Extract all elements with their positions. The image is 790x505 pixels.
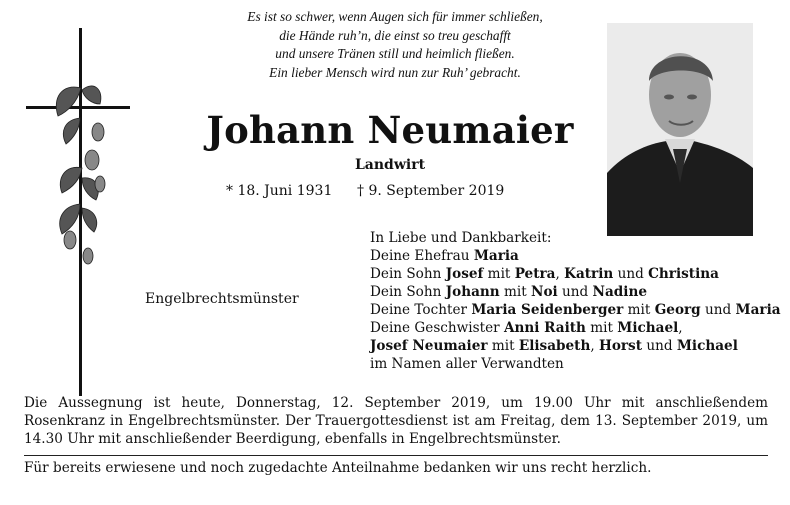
family-relation-text: und [557, 284, 593, 300]
family-relation-text: und [642, 338, 677, 354]
poem [140, 8, 650, 82]
family-relation-text: mit [483, 266, 515, 282]
family-relation-text: Deine Geschwister [370, 320, 504, 336]
family-line [370, 265, 781, 283]
family-line [370, 337, 781, 355]
deceased-name: Johann Neumaier [206, 108, 574, 152]
family-member-name: Horst [598, 338, 642, 354]
family-relation-text: und [613, 266, 649, 282]
family-member-name: Michael [617, 320, 679, 336]
family-member-name: Maria Seidenberger [471, 302, 624, 318]
family-member-name: Maria [473, 248, 519, 264]
family-member-name: Elisabeth [518, 338, 591, 354]
family-relation-text: mit [499, 284, 532, 300]
family-line [370, 283, 781, 301]
family-relation-text: , [590, 338, 599, 354]
family-member-name: Noi [531, 284, 558, 300]
family-line [370, 319, 781, 337]
family-relation-text: , [555, 266, 565, 282]
death-date: † 9. September 2019 [357, 183, 505, 199]
divider [24, 455, 768, 456]
occupation: Landwirt [354, 157, 426, 173]
family-member-name: Nadine [592, 284, 647, 300]
family-member-name: Josef [445, 266, 484, 282]
family-relation-text: Dein Sohn [370, 266, 446, 282]
family-members [370, 247, 781, 355]
family-relation-text: mit [585, 320, 618, 336]
family-line [370, 247, 781, 265]
family-closing: im Namen aller Verwandten [370, 356, 564, 372]
family-member-name: Johann [445, 284, 500, 300]
family-member-name: Christina [648, 266, 719, 282]
family-list [370, 229, 781, 373]
family-relation-text: Deine Tochter [370, 302, 472, 318]
thanks-text: Für bereits erwiesene und noch zugedachte Anteilnahme bedanken wir uns recht herzlich. [24, 460, 652, 476]
family-intro: In Liebe und Dankbarkeit: [370, 230, 552, 246]
birth-date: * 18. Juni 1931 [226, 183, 333, 199]
place-of-residence: Engelbrechtsmünster [145, 291, 299, 307]
service-notice: Die Aussegnung ist heute, Donnerstag, 12. September 2019, um 19.00 Uhr mit anschließendem Rosenkranz in Engelbrechtsmünster. Der Trauergottesdienst ist am Freitag, dem 13. September 2019, um 14.30 Uhr mit anschließender Beerdigung, ebenfalls in Engelbrechtsmünster. [24, 395, 768, 447]
poem-line: die Hände ruh’n, die einst so treu geschafft [279, 27, 511, 43]
family-member-name: Josef Neumaier [370, 338, 488, 354]
family-line [370, 301, 781, 319]
family-relation-text: Dein Sohn [370, 284, 446, 300]
family-relation-text: , [678, 320, 683, 336]
family-relation-text: Deine Ehefrau [370, 248, 474, 264]
family-relation-text: und [700, 302, 736, 318]
poem-line: und unsere Tränen still und heimlich fließen. [275, 46, 515, 62]
family-relation-text: mit [623, 302, 655, 318]
family-member-name: Georg [654, 302, 701, 318]
family-member-name: Petra [514, 266, 556, 282]
family-relation-text: mit [487, 338, 519, 354]
family-member-name: Maria [735, 302, 781, 318]
cross-with-hops-icon [22, 28, 140, 396]
portrait-photo [607, 23, 753, 236]
family-member-name: Anni Raith [503, 320, 586, 336]
poem-line: Ein lieber Mensch wird nun zur Ruh’ gebracht. [269, 64, 521, 80]
family-member-name: Michael [676, 338, 738, 354]
family-member-name: Katrin [564, 266, 614, 282]
poem-line: Es ist so schwer, wenn Augen sich für immer schließen, [247, 9, 543, 24]
